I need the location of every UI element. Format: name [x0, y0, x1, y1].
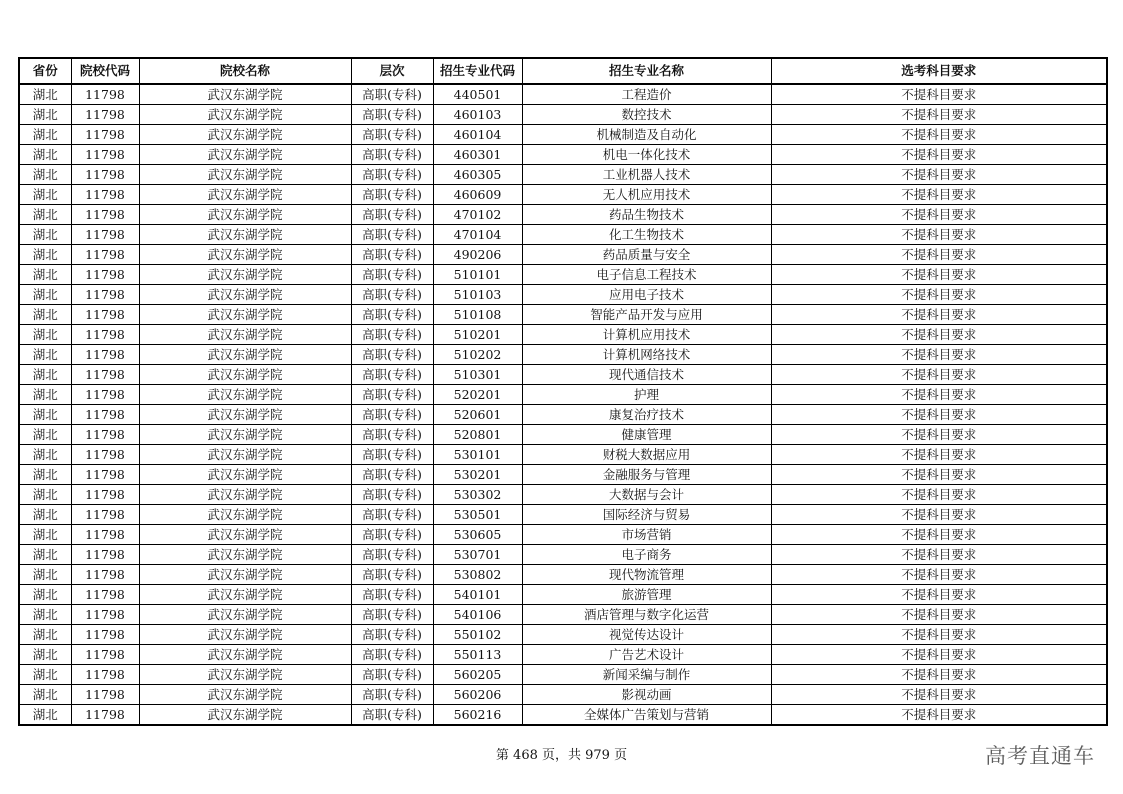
- major-name-cell: 健康管理: [522, 425, 771, 445]
- subject-requirement-cell: 不提科目要求: [771, 385, 1107, 405]
- school-name-cell: 武汉东湖学院: [139, 565, 351, 585]
- major-code-cell: 460301: [433, 145, 522, 165]
- major-name-cell: 现代物流管理: [522, 565, 771, 585]
- level-cell: 高职(专科): [351, 305, 433, 325]
- subject-requirement-cell: 不提科目要求: [771, 225, 1107, 245]
- subject-requirement-cell: 不提科目要求: [771, 545, 1107, 565]
- table-row: [19, 185, 1107, 205]
- level-cell: 高职(专科): [351, 445, 433, 465]
- major-name-cell: 财税大数据应用: [522, 445, 771, 465]
- province-cell: 湖北: [19, 705, 71, 726]
- province-cell: 湖北: [19, 505, 71, 525]
- school-name-cell: 武汉东湖学院: [139, 185, 351, 205]
- table-row: [19, 325, 1107, 345]
- school-code-cell: 11798: [71, 545, 139, 565]
- school-code-cell: 11798: [71, 465, 139, 485]
- major-code-cell: 460609: [433, 185, 522, 205]
- table-header: [19, 58, 1107, 84]
- table-row: [19, 525, 1107, 545]
- major-code-cell: 510201: [433, 325, 522, 345]
- table-row: [19, 305, 1107, 325]
- province-cell: 湖北: [19, 225, 71, 245]
- table-row: [19, 565, 1107, 585]
- table-row: [19, 145, 1107, 165]
- major-name-cell: 机械制造及自动化: [522, 125, 771, 145]
- table-row: [19, 84, 1107, 105]
- province-cell: 湖北: [19, 185, 71, 205]
- major-name-cell: 药品质量与安全: [522, 245, 771, 265]
- school-code-cell: 11798: [71, 345, 139, 365]
- column-header: 层次: [351, 58, 433, 84]
- school-code-cell: 11798: [71, 645, 139, 665]
- major-code-cell: 510202: [433, 345, 522, 365]
- column-header: 省份: [19, 58, 71, 84]
- column-header: 招生专业代码: [433, 58, 522, 84]
- major-name-cell: 计算机网络技术: [522, 345, 771, 365]
- subject-requirement-cell: 不提科目要求: [771, 285, 1107, 305]
- major-code-cell: 560216: [433, 705, 522, 726]
- table-row: [19, 125, 1107, 145]
- subject-requirement-cell: 不提科目要求: [771, 425, 1107, 445]
- table-row: [19, 605, 1107, 625]
- province-cell: 湖北: [19, 325, 71, 345]
- major-name-cell: 大数据与会计: [522, 485, 771, 505]
- level-cell: 高职(专科): [351, 385, 433, 405]
- school-code-cell: 11798: [71, 225, 139, 245]
- major-name-cell: 康复治疗技术: [522, 405, 771, 425]
- school-name-cell: 武汉东湖学院: [139, 345, 351, 365]
- table-row: [19, 685, 1107, 705]
- watermark-logo-text: 高考直通车: [985, 744, 1095, 768]
- level-cell: 高职(专科): [351, 365, 433, 385]
- level-cell: 高职(专科): [351, 505, 433, 525]
- province-cell: 湖北: [19, 605, 71, 625]
- school-name-cell: 武汉东湖学院: [139, 685, 351, 705]
- province-cell: 湖北: [19, 485, 71, 505]
- level-cell: 高职(专科): [351, 705, 433, 726]
- table-row: [19, 545, 1107, 565]
- major-code-cell: 530605: [433, 525, 522, 545]
- table-row: [19, 345, 1107, 365]
- major-code-cell: 490206: [433, 245, 522, 265]
- major-name-cell: 视觉传达设计: [522, 625, 771, 645]
- level-cell: 高职(专科): [351, 545, 433, 565]
- major-name-cell: 工业机器人技术: [522, 165, 771, 185]
- level-cell: 高职(专科): [351, 145, 433, 165]
- school-name-cell: 武汉东湖学院: [139, 105, 351, 125]
- subject-requirement-cell: 不提科目要求: [771, 705, 1107, 726]
- school-name-cell: 武汉东湖学院: [139, 385, 351, 405]
- major-name-cell: 新闻采编与制作: [522, 665, 771, 685]
- subject-requirement-cell: 不提科目要求: [771, 125, 1107, 145]
- level-cell: 高职(专科): [351, 105, 433, 125]
- school-code-cell: 11798: [71, 525, 139, 545]
- subject-requirement-cell: 不提科目要求: [771, 645, 1107, 665]
- level-cell: 高职(专科): [351, 685, 433, 705]
- school-name-cell: 武汉东湖学院: [139, 265, 351, 285]
- subject-requirement-cell: 不提科目要求: [771, 605, 1107, 625]
- table-row: [19, 385, 1107, 405]
- major-code-cell: 460104: [433, 125, 522, 145]
- level-cell: 高职(专科): [351, 625, 433, 645]
- level-cell: 高职(专科): [351, 585, 433, 605]
- school-name-cell: 武汉东湖学院: [139, 645, 351, 665]
- table-row: [19, 445, 1107, 465]
- school-name-cell: 武汉东湖学院: [139, 285, 351, 305]
- province-cell: 湖北: [19, 285, 71, 305]
- school-name-cell: 武汉东湖学院: [139, 84, 351, 105]
- school-code-cell: 11798: [71, 185, 139, 205]
- school-code-cell: 11798: [71, 165, 139, 185]
- major-name-cell: 市场营销: [522, 525, 771, 545]
- major-code-cell: 530101: [433, 445, 522, 465]
- major-code-cell: 510108: [433, 305, 522, 325]
- province-cell: 湖北: [19, 125, 71, 145]
- level-cell: 高职(专科): [351, 84, 433, 105]
- school-code-cell: 11798: [71, 425, 139, 445]
- level-cell: 高职(专科): [351, 225, 433, 245]
- level-cell: 高职(专科): [351, 185, 433, 205]
- major-name-cell: 工程造价: [522, 84, 771, 105]
- subject-requirement-cell: 不提科目要求: [771, 84, 1107, 105]
- school-name-cell: 武汉东湖学院: [139, 205, 351, 225]
- subject-requirement-cell: 不提科目要求: [771, 325, 1107, 345]
- table-row: [19, 285, 1107, 305]
- school-name-cell: 武汉东湖学院: [139, 165, 351, 185]
- subject-requirement-cell: 不提科目要求: [771, 665, 1107, 685]
- level-cell: 高职(专科): [351, 325, 433, 345]
- table-row: [19, 485, 1107, 505]
- school-code-cell: 11798: [71, 625, 139, 645]
- school-name-cell: 武汉东湖学院: [139, 585, 351, 605]
- school-code-cell: 11798: [71, 245, 139, 265]
- header-row: [19, 58, 1107, 84]
- subject-requirement-cell: 不提科目要求: [771, 445, 1107, 465]
- school-name-cell: 武汉东湖学院: [139, 245, 351, 265]
- school-name-cell: 武汉东湖学院: [139, 545, 351, 565]
- school-name-cell: 武汉东湖学院: [139, 665, 351, 685]
- subject-requirement-cell: 不提科目要求: [771, 105, 1107, 125]
- level-cell: 高职(专科): [351, 665, 433, 685]
- province-cell: 湖北: [19, 645, 71, 665]
- major-code-cell: 460305: [433, 165, 522, 185]
- table-row: [19, 405, 1107, 425]
- school-name-cell: 武汉东湖学院: [139, 485, 351, 505]
- major-code-cell: 470104: [433, 225, 522, 245]
- level-cell: 高职(专科): [351, 405, 433, 425]
- major-name-cell: 护理: [522, 385, 771, 405]
- school-code-cell: 11798: [71, 285, 139, 305]
- province-cell: 湖北: [19, 465, 71, 485]
- level-cell: 高职(专科): [351, 165, 433, 185]
- major-code-cell: 530201: [433, 465, 522, 485]
- major-code-cell: 530501: [433, 505, 522, 525]
- major-code-cell: 530701: [433, 545, 522, 565]
- major-name-cell: 广告艺术设计: [522, 645, 771, 665]
- column-header: 招生专业名称: [522, 58, 771, 84]
- table-row: [19, 705, 1107, 726]
- school-code-cell: 11798: [71, 485, 139, 505]
- school-code-cell: 11798: [71, 685, 139, 705]
- subject-requirement-cell: 不提科目要求: [771, 345, 1107, 365]
- subject-requirement-cell: 不提科目要求: [771, 245, 1107, 265]
- major-code-cell: 550113: [433, 645, 522, 665]
- province-cell: 湖北: [19, 565, 71, 585]
- table-row: [19, 625, 1107, 645]
- major-code-cell: 550102: [433, 625, 522, 645]
- level-cell: 高职(专科): [351, 205, 433, 225]
- province-cell: 湖北: [19, 84, 71, 105]
- subject-requirement-cell: 不提科目要求: [771, 685, 1107, 705]
- table-row: [19, 585, 1107, 605]
- major-name-cell: 应用电子技术: [522, 285, 771, 305]
- admission-table-sheet: [18, 57, 1106, 726]
- subject-requirement-cell: 不提科目要求: [771, 585, 1107, 605]
- major-code-cell: 460103: [433, 105, 522, 125]
- school-name-cell: 武汉东湖学院: [139, 405, 351, 425]
- major-code-cell: 520801: [433, 425, 522, 445]
- level-cell: 高职(专科): [351, 345, 433, 365]
- table-row: [19, 165, 1107, 185]
- table-row: [19, 465, 1107, 485]
- province-cell: 湖北: [19, 405, 71, 425]
- subject-requirement-cell: 不提科目要求: [771, 145, 1107, 165]
- province-cell: 湖北: [19, 145, 71, 165]
- major-code-cell: 560206: [433, 685, 522, 705]
- school-name-cell: 武汉东湖学院: [139, 425, 351, 445]
- table-row: [19, 425, 1107, 445]
- major-code-cell: 470102: [433, 205, 522, 225]
- province-cell: 湖北: [19, 525, 71, 545]
- province-cell: 湖北: [19, 665, 71, 685]
- province-cell: 湖北: [19, 625, 71, 645]
- level-cell: 高职(专科): [351, 285, 433, 305]
- province-cell: 湖北: [19, 365, 71, 385]
- table-body: [19, 84, 1107, 725]
- major-code-cell: 540106: [433, 605, 522, 625]
- province-cell: 湖北: [19, 265, 71, 285]
- school-name-cell: 武汉东湖学院: [139, 525, 351, 545]
- major-name-cell: 化工生物技术: [522, 225, 771, 245]
- major-code-cell: 510103: [433, 285, 522, 305]
- major-code-cell: 510101: [433, 265, 522, 285]
- province-cell: 湖北: [19, 545, 71, 565]
- school-code-cell: 11798: [71, 265, 139, 285]
- province-cell: 湖北: [19, 105, 71, 125]
- school-name-cell: 武汉东湖学院: [139, 445, 351, 465]
- subject-requirement-cell: 不提科目要求: [771, 525, 1107, 545]
- school-code-cell: 11798: [71, 145, 139, 165]
- major-name-cell: 数控技术: [522, 105, 771, 125]
- level-cell: 高职(专科): [351, 605, 433, 625]
- major-name-cell: 酒店管理与数字化运营: [522, 605, 771, 625]
- school-code-cell: 11798: [71, 325, 139, 345]
- school-code-cell: 11798: [71, 205, 139, 225]
- province-cell: 湖北: [19, 245, 71, 265]
- school-code-cell: 11798: [71, 605, 139, 625]
- province-cell: 湖北: [19, 445, 71, 465]
- school-name-cell: 武汉东湖学院: [139, 225, 351, 245]
- major-code-cell: 520601: [433, 405, 522, 425]
- school-code-cell: 11798: [71, 665, 139, 685]
- subject-requirement-cell: 不提科目要求: [771, 305, 1107, 325]
- column-header: 选考科目要求: [771, 58, 1107, 84]
- major-code-cell: 520201: [433, 385, 522, 405]
- table-row: [19, 505, 1107, 525]
- major-name-cell: 智能产品开发与应用: [522, 305, 771, 325]
- major-name-cell: 国际经济与贸易: [522, 505, 771, 525]
- level-cell: 高职(专科): [351, 565, 433, 585]
- major-code-cell: 510301: [433, 365, 522, 385]
- table-row: [19, 645, 1107, 665]
- level-cell: 高职(专科): [351, 485, 433, 505]
- table-row: [19, 205, 1107, 225]
- school-name-cell: 武汉东湖学院: [139, 605, 351, 625]
- major-name-cell: 电子信息工程技术: [522, 265, 771, 285]
- province-cell: 湖北: [19, 685, 71, 705]
- major-name-cell: 旅游管理: [522, 585, 771, 605]
- column-header: 院校代码: [71, 58, 139, 84]
- school-code-cell: 11798: [71, 84, 139, 105]
- subject-requirement-cell: 不提科目要求: [771, 465, 1107, 485]
- major-code-cell: 530302: [433, 485, 522, 505]
- school-name-cell: 武汉东湖学院: [139, 325, 351, 345]
- subject-requirement-cell: 不提科目要求: [771, 405, 1107, 425]
- major-code-cell: 440501: [433, 84, 522, 105]
- school-name-cell: 武汉东湖学院: [139, 465, 351, 485]
- school-code-cell: 11798: [71, 305, 139, 325]
- table-row: [19, 365, 1107, 385]
- major-name-cell: 全媒体广告策划与营销: [522, 705, 771, 726]
- school-code-cell: 11798: [71, 705, 139, 726]
- major-name-cell: 影视动画: [522, 685, 771, 705]
- major-code-cell: 530802: [433, 565, 522, 585]
- major-name-cell: 现代通信技术: [522, 365, 771, 385]
- school-name-cell: 武汉东湖学院: [139, 305, 351, 325]
- subject-requirement-cell: 不提科目要求: [771, 625, 1107, 645]
- major-name-cell: 电子商务: [522, 545, 771, 565]
- subject-requirement-cell: 不提科目要求: [771, 485, 1107, 505]
- level-cell: 高职(专科): [351, 245, 433, 265]
- province-cell: 湖北: [19, 585, 71, 605]
- level-cell: 高职(专科): [351, 425, 433, 445]
- major-code-cell: 540101: [433, 585, 522, 605]
- level-cell: 高职(专科): [351, 645, 433, 665]
- province-cell: 湖北: [19, 425, 71, 445]
- table-row: [19, 105, 1107, 125]
- school-code-cell: 11798: [71, 505, 139, 525]
- major-name-cell: 药品生物技术: [522, 205, 771, 225]
- column-header: 院校名称: [139, 58, 351, 84]
- province-cell: 湖北: [19, 345, 71, 365]
- major-name-cell: 无人机应用技术: [522, 185, 771, 205]
- school-name-cell: 武汉东湖学院: [139, 705, 351, 726]
- table-row: [19, 665, 1107, 685]
- major-name-cell: 机电一体化技术: [522, 145, 771, 165]
- province-cell: 湖北: [19, 385, 71, 405]
- school-name-cell: 武汉东湖学院: [139, 625, 351, 645]
- province-cell: 湖北: [19, 165, 71, 185]
- subject-requirement-cell: 不提科目要求: [771, 165, 1107, 185]
- level-cell: 高职(专科): [351, 265, 433, 285]
- page-number: 第 468 页，共 979 页: [495, 748, 628, 763]
- school-code-cell: 11798: [71, 445, 139, 465]
- province-cell: 湖北: [19, 305, 71, 325]
- subject-requirement-cell: 不提科目要求: [771, 185, 1107, 205]
- school-code-cell: 11798: [71, 365, 139, 385]
- school-code-cell: 11798: [71, 565, 139, 585]
- subject-requirement-cell: 不提科目要求: [771, 265, 1107, 285]
- school-code-cell: 11798: [71, 405, 139, 425]
- province-cell: 湖北: [19, 205, 71, 225]
- table-row: [19, 245, 1107, 265]
- school-code-cell: 11798: [71, 385, 139, 405]
- subject-requirement-cell: 不提科目要求: [771, 365, 1107, 385]
- table-row: [19, 265, 1107, 285]
- school-name-cell: 武汉东湖学院: [139, 505, 351, 525]
- school-code-cell: 11798: [71, 105, 139, 125]
- major-code-cell: 560205: [433, 665, 522, 685]
- major-name-cell: 金融服务与管理: [522, 465, 771, 485]
- level-cell: 高职(专科): [351, 125, 433, 145]
- school-name-cell: 武汉东湖学院: [139, 365, 351, 385]
- subject-requirement-cell: 不提科目要求: [771, 205, 1107, 225]
- admission-table: [18, 57, 1108, 726]
- level-cell: 高职(专科): [351, 525, 433, 545]
- subject-requirement-cell: 不提科目要求: [771, 565, 1107, 585]
- subject-requirement-cell: 不提科目要求: [771, 505, 1107, 525]
- school-code-cell: 11798: [71, 585, 139, 605]
- table-row: [19, 225, 1107, 245]
- major-name-cell: 计算机应用技术: [522, 325, 771, 345]
- level-cell: 高职(专科): [351, 465, 433, 485]
- school-name-cell: 武汉东湖学院: [139, 145, 351, 165]
- school-name-cell: 武汉东湖学院: [139, 125, 351, 145]
- school-code-cell: 11798: [71, 125, 139, 145]
